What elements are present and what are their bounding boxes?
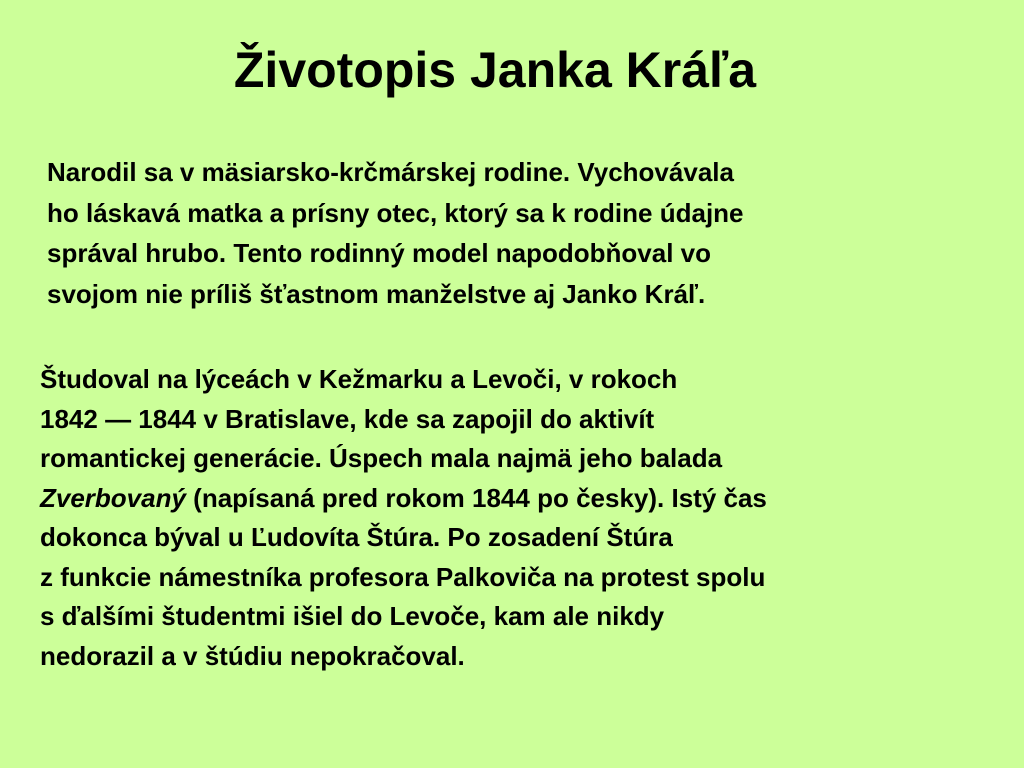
paragraph-line: dokonca býval u Ľudovíta Štúra. Po zosadení Štúra xyxy=(40,522,673,552)
paragraph-line: romantickej generácie. Úspech mala najmä jeho balada xyxy=(40,443,723,473)
ballad-note: (napísaná pred rokom 1844 po česky). Istý čas xyxy=(185,482,767,513)
paragraph-line: nedorazil a v štúdiu nepokračoval. xyxy=(40,640,465,671)
paragraph-line: správal hrubo. Tento rodinný model napodobňoval vo xyxy=(47,238,712,268)
slide-title: Životopis Janka Kráľa xyxy=(233,42,757,98)
paragraph-line: 1842 — 1844 v Bratislave, kde sa zapojil do aktivít xyxy=(40,403,655,434)
paragraph-line: Narodil sa v mäsiarsko-krčmárskej rodine. Vychovávala xyxy=(47,157,734,187)
paragraph-line: s ďalšími študentmi išiel do Levoče, kam ale nikdy xyxy=(40,601,665,631)
ballad-title: Zverbovaný xyxy=(40,482,186,513)
paragraph-line: svojom nie príliš šťastnom manželstve aj Janko Kráľ. xyxy=(47,278,706,309)
paragraph-line: Študoval na lýceách v Kežmarku a Levoči, v rokoch xyxy=(40,364,678,394)
paragraph-childhood xyxy=(47,152,744,314)
paragraph-line-with-title xyxy=(40,479,767,519)
paragraph-line: z funkcie námestníka profesora Palkoviča na protest spolu xyxy=(40,561,766,592)
paragraph-line: ho láskavá matka a prísny otec, ktorý sa k rodine údajne xyxy=(47,197,744,228)
paragraph-studies xyxy=(40,360,767,676)
